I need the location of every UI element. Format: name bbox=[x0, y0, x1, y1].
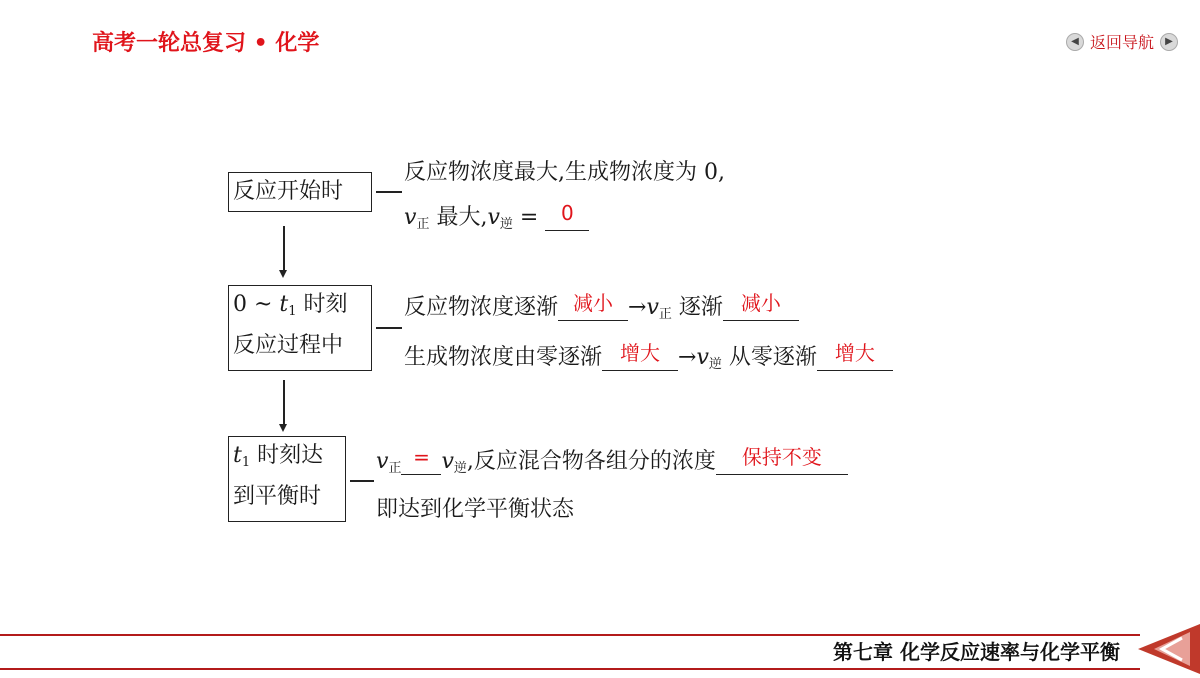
stage-label-process-line1: 0 ~ $t_1$ 时刻 bbox=[233, 292, 348, 319]
v-symbol: v bbox=[404, 205, 417, 230]
connector-dash bbox=[376, 327, 402, 329]
connector-dash bbox=[350, 480, 374, 482]
connector-dash bbox=[376, 191, 402, 193]
footer-rule-bottom bbox=[0, 668, 1140, 670]
answer-text: 增大 bbox=[620, 341, 661, 365]
answer-blank bbox=[545, 201, 589, 231]
answer-blank bbox=[401, 445, 441, 475]
next-arrow-icon[interactable]: ▶ bbox=[1160, 33, 1178, 51]
stage-label-process-line2: 反应过程中 bbox=[233, 333, 344, 358]
stage2-line2: 生成物浓度由零逐渐 增大 $\to v_逆$ 从零逐渐 增大 bbox=[404, 340, 893, 372]
equals-sign: = bbox=[512, 205, 546, 230]
answer-blank bbox=[723, 291, 799, 321]
stage-label-start: 反应开始时 bbox=[233, 179, 344, 204]
flow-arrow-icon bbox=[279, 270, 287, 278]
stage-label-equilibrium-line1: $t_1$ 时刻达 bbox=[233, 443, 324, 470]
stage-label-equilibrium-line2: 到平衡时 bbox=[233, 484, 322, 509]
answer-text: 减小 bbox=[740, 291, 781, 315]
answer-text: = bbox=[413, 445, 430, 469]
text: 最大, bbox=[429, 205, 488, 230]
answer-text: 0 bbox=[560, 201, 574, 225]
stage-box-equilibrium bbox=[228, 436, 346, 522]
chapter-title: 第七章 化学反应速率与化学平衡 bbox=[833, 640, 1120, 664]
v-symbol: v bbox=[487, 205, 500, 230]
stage1-line2 bbox=[404, 200, 589, 232]
prev-arrow-icon[interactable]: ◀ bbox=[1066, 33, 1084, 51]
stage-box-start bbox=[228, 172, 372, 212]
chapter-nav-icon[interactable] bbox=[1138, 624, 1200, 674]
course-title: 高考一轮总复习 • 化学 bbox=[92, 31, 320, 56]
stage2-line1: 反应物浓度逐渐 减小 $\to v_正$ 逐渐 减小 bbox=[404, 290, 799, 322]
flow-arrow-icon bbox=[279, 424, 287, 432]
stage1-text: 反应物浓度最大,生成物浓度为 0, bbox=[404, 160, 725, 185]
flow-arrow-line bbox=[283, 380, 285, 424]
answer-text: 减小 bbox=[573, 291, 614, 315]
stage3-line2: 即达到化学平衡状态 bbox=[376, 497, 575, 522]
answer-blank bbox=[558, 291, 628, 321]
answer-blank bbox=[716, 445, 848, 475]
nav-label[interactable]: 返回导航 bbox=[1089, 33, 1154, 52]
arrow-symbol: → bbox=[678, 345, 697, 370]
stage-box-process bbox=[228, 285, 372, 371]
back-to-nav-button[interactable] bbox=[1066, 30, 1178, 53]
answer-blank bbox=[602, 341, 678, 371]
answer-blank bbox=[817, 341, 893, 371]
arrow-symbol: → bbox=[628, 295, 647, 320]
answer-text: 保持不变 bbox=[741, 445, 822, 469]
subscript: 正 bbox=[416, 217, 430, 232]
stage3-line1: $v_正 = v_逆$,反应混合物各组分的浓度 保持不变 bbox=[376, 444, 848, 476]
answer-text: 增大 bbox=[834, 341, 875, 365]
subscript: 逆 bbox=[499, 217, 513, 232]
stage1-line1 bbox=[404, 155, 725, 186]
flow-arrow-line bbox=[283, 226, 285, 270]
